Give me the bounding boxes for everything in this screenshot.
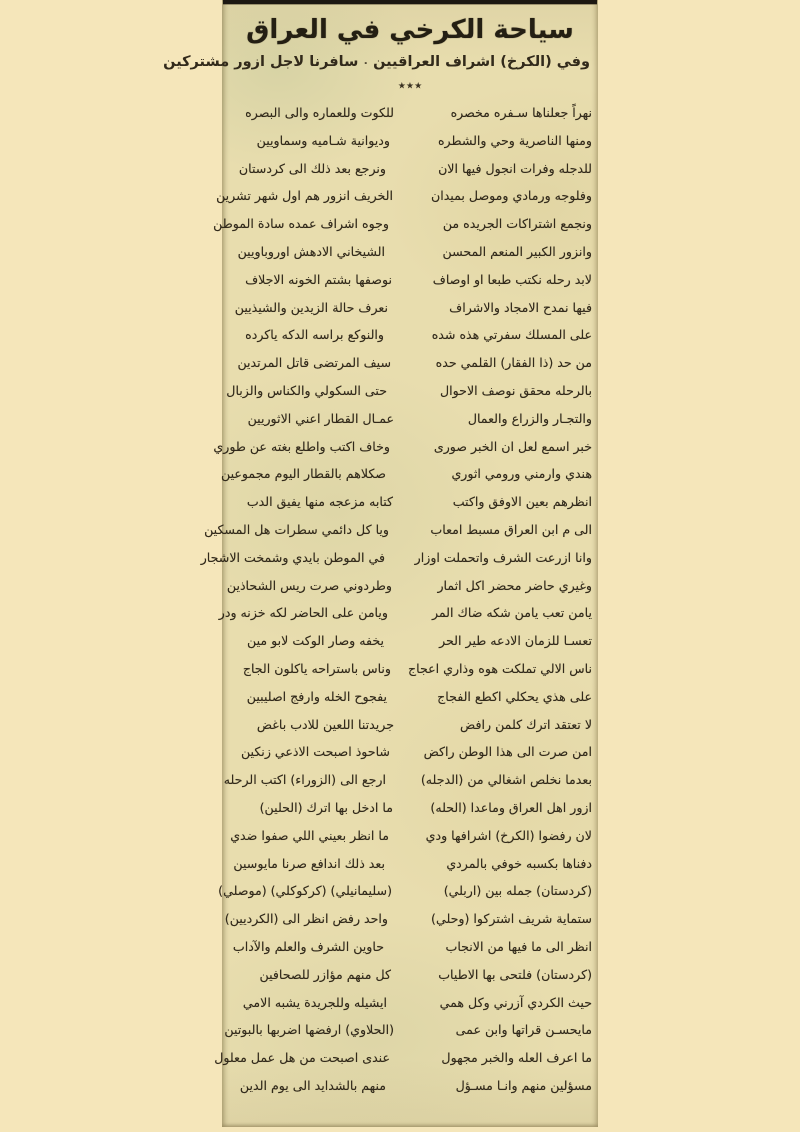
hemistich-right: مايحسـن قراتها وابن عمى	[455, 1022, 592, 1038]
verse-row	[224, 905, 592, 933]
hemistich-right: ناس الالي تملكت هوه وذاري اعجاج	[407, 660, 592, 676]
hemistich-left: حاوين الشرف والعلم والآداب	[232, 938, 384, 954]
hemistich-right: تعسـا للزمان الادعه طير الحر	[439, 633, 592, 649]
hemistich-left: وخاف اكتب واطلع بغته عن طوري	[213, 438, 390, 454]
hemistich-right: لا تعتقد اترك كلمن رافض	[460, 716, 592, 732]
verse-row	[228, 850, 592, 878]
verse-row	[228, 738, 592, 766]
hemistich-left: ايشيله وللجريدة يشبه الامي	[242, 994, 387, 1010]
verse-row	[213, 433, 592, 461]
hemistich-right: على المسلك سفرتي هذه شده	[431, 327, 592, 343]
hemistich-right: خبر اسمع لعل ان الخبر صورى	[433, 438, 592, 454]
verse-row	[228, 683, 592, 711]
hemistich-left: سيف المرتضى قاتل المرتدين	[237, 355, 391, 371]
hemistich-left: كل منهم مؤازر للصحافين	[259, 966, 391, 982]
hemistich-right: انظرهم بعين الاوفق واكتب	[452, 494, 592, 510]
hemistich-left: عمـال القطار اعني الاثوريين	[247, 410, 394, 426]
verse-row	[214, 1044, 592, 1072]
hemistich-right: وانا ازرعت الشرف واتحملت اوزار	[414, 549, 592, 565]
hemistich-left: الخريف انزور هم اول شهر تشرين	[216, 188, 393, 204]
hemistich-right: ونجمع اشتراكات الجريده من	[442, 216, 592, 232]
verse-separator-dot: ۰	[362, 56, 370, 69]
hemistich-right: بالرحله محقق نوصف الاحوال	[440, 382, 592, 398]
verse-row	[228, 294, 592, 322]
hemistich-right: الى م ابن العراق مسبط امعاب	[430, 521, 592, 537]
hemistich-right: لابد رحله نكتب طبعا او اوصاف	[432, 271, 592, 287]
verse-row	[228, 1072, 592, 1100]
hemistich-left: صكلاهم بالقطار اليوم مجموعين	[221, 466, 386, 482]
page-title: سياحة الكرخي في العراق	[246, 15, 574, 45]
hemistich-right: فيها نمدح الامجاد والاشراف	[449, 299, 592, 315]
hemistich-right: وانزور الكبير المنعم المحسن	[442, 243, 592, 259]
hemistich-left: واحد رفض انظر الى (الكرديين)	[224, 911, 388, 927]
hemistich-left: ونرجع بعد ذلك الى كردستان	[238, 160, 386, 176]
verse-row	[221, 460, 592, 488]
hemistich-right: على هذي يحكلي اكطع الفجاج	[437, 688, 592, 704]
hemistich-right: ستماية شريف اشتركوا (وحلي)	[431, 911, 592, 927]
hemistich-right: انظر الى ما فيها من الانجاب	[445, 938, 592, 954]
hemistich-right: يامن تعب يامن شكه ضاك المر	[431, 605, 592, 621]
subtitle-hemistich-left: سافرنا لاجل ازور مشتركين	[163, 54, 359, 70]
hemistich-right: وفلوجه ورمادي وموصل بميدان	[430, 188, 592, 204]
top-border-rule	[223, 0, 597, 4]
hemistich-left: كتابه مزعجه منها يفيق الدب	[246, 494, 393, 510]
verse-row	[218, 877, 592, 905]
hemistich-left: شاحوذ اصبحت الاذعي زنكين	[240, 744, 390, 760]
hemistich-right: (كردستان) جمله بين (اربلي)	[443, 883, 592, 899]
hemistich-right: وغيري حاضر محضر اكل اثمار	[437, 577, 592, 593]
verse-row	[228, 266, 592, 294]
scanned-newspaper-page	[163, 0, 598, 1127]
verse-row	[200, 544, 592, 572]
hemistich-left: نوصفها بشتم الخونه الاجلاف	[245, 271, 392, 287]
hemistich-left: في الموطن بايدي وشمخت الاشجار	[200, 549, 385, 565]
hemistich-left: الشيخاني الادهش اوروباويين	[237, 243, 385, 259]
verse-row	[228, 655, 592, 683]
hemistich-left: يخفه وصار الوكت لابو مين	[247, 633, 384, 649]
verse-row	[218, 599, 592, 627]
verse-row	[228, 377, 592, 405]
verse-row	[228, 711, 592, 739]
hemistich-right: والتجـار والزراع والعمال	[467, 410, 592, 426]
verse-row	[216, 182, 592, 210]
verse-row	[228, 794, 592, 822]
hemistich-right: نهراً جعلناها سـفره مخصره	[450, 105, 592, 120]
hemistich-right: للدجله وفرات انجول فيها الان	[438, 160, 592, 176]
subtitle-right-group	[358, 54, 590, 70]
hemistich-left: وناس باستراحه ياكلون الجاج	[242, 660, 391, 676]
hemistich-left: ارجع الى (الزوراء) اكتب الرحله	[223, 772, 386, 788]
hemistich-left: وديوانية شـاميه وسماويين	[256, 132, 390, 148]
hemistich-left: منهم بالشدايد الى يوم الدين	[239, 1077, 386, 1093]
verse-row	[223, 766, 592, 794]
hemistich-left: للكوت وللعماره والى البصره	[245, 105, 394, 120]
hemistich-left: عندى اصبحت من هل عمل معلول	[214, 1050, 390, 1066]
verse-row	[224, 1016, 592, 1044]
hemistich-left: ما انظر بعيني اللي صفوا ضدي	[230, 827, 389, 843]
hemistich-right: حيث الكردي آزرني وكل همي	[439, 994, 592, 1010]
hemistich-left: حتى السكولي والكناس والزبال	[226, 382, 387, 398]
hemistich-right: ما اعرف العله والخبر مجهول	[441, 1050, 592, 1066]
hemistich-right: من حد (ذا الفقار) القلمي حده	[435, 355, 592, 371]
verse-row	[228, 627, 592, 655]
hemistich-right: ازور اهل العراق وماعدا (الحله)	[430, 799, 592, 815]
verse-row	[228, 572, 592, 600]
hemistich-left: يفجوح الخله وارفج اصليبين	[246, 688, 387, 704]
hemistich-left: ما ادخل بها اترك (الحلين)	[259, 799, 393, 815]
verse-row	[228, 99, 592, 127]
hemistich-left: نعرف حالة الزيدين والشيذيين	[234, 299, 388, 315]
hemistich-left: (سليمانيلي) (كركوكلي) (موصلي)	[218, 883, 392, 899]
ornament-stars: ٭٭٭	[397, 76, 423, 94]
verse-row	[228, 155, 592, 183]
verse-row	[228, 321, 592, 349]
hemistich-left: (الحلاوي) ارفضها اضربها بالبوتين	[224, 1022, 394, 1038]
verse-row	[228, 961, 592, 989]
verse-row	[228, 238, 592, 266]
hemistich-right: امن صرت الى هذا الوطن راكض	[423, 744, 592, 760]
verse-row	[228, 405, 592, 433]
subtitle-hemistich-right: وفي (الكرخ) اشراف العراقيين	[373, 54, 590, 70]
hemistich-left: والنوكع براسه الدكه ياكرده	[245, 327, 384, 343]
hemistich-left: ويامن على الحاضر لكه خزنه ودر	[218, 605, 388, 621]
verse-row	[228, 989, 592, 1017]
verse-row	[228, 822, 592, 850]
hemistich-left: وطردوني صرت ريس الشحاذين	[226, 577, 392, 593]
verse-row	[228, 127, 592, 155]
subtitle-verse	[163, 54, 598, 70]
hemistich-right: بعدما نخلص اشغالي من (الدجله)	[420, 772, 592, 788]
verse-row	[228, 488, 592, 516]
hemistich-right: مسؤلين منهم وانـا مسـؤل	[455, 1077, 592, 1093]
verse-row	[228, 349, 592, 377]
verse-row	[204, 516, 592, 544]
hemistich-right: ومنها الناصرية وحي والشطره	[437, 132, 592, 148]
hemistich-left: ويا كل دائمي سطرات هل المسكين	[204, 521, 389, 537]
verse-row	[228, 933, 592, 961]
hemistich-right: (كردستان) فلتحى بها الاطياب	[438, 966, 592, 982]
verse-list	[200, 99, 598, 1100]
hemistich-right: هندي وارمني ورومي اثوري	[451, 466, 592, 482]
hemistich-right: دفناها بكسبه خوفي بالمردي	[446, 855, 592, 871]
hemistich-left: بعد ذلك اندافع صرنا مايوسين	[233, 855, 385, 871]
hemistich-left: جريدتنا اللعين للادب باغض	[256, 716, 394, 732]
hemistich-left: وجوه اشراف عمده سادة الموطن	[213, 216, 389, 232]
verse-row	[213, 210, 592, 238]
hemistich-right: لان رفضوا (الكرخ) اشرافها ودي	[425, 827, 592, 843]
